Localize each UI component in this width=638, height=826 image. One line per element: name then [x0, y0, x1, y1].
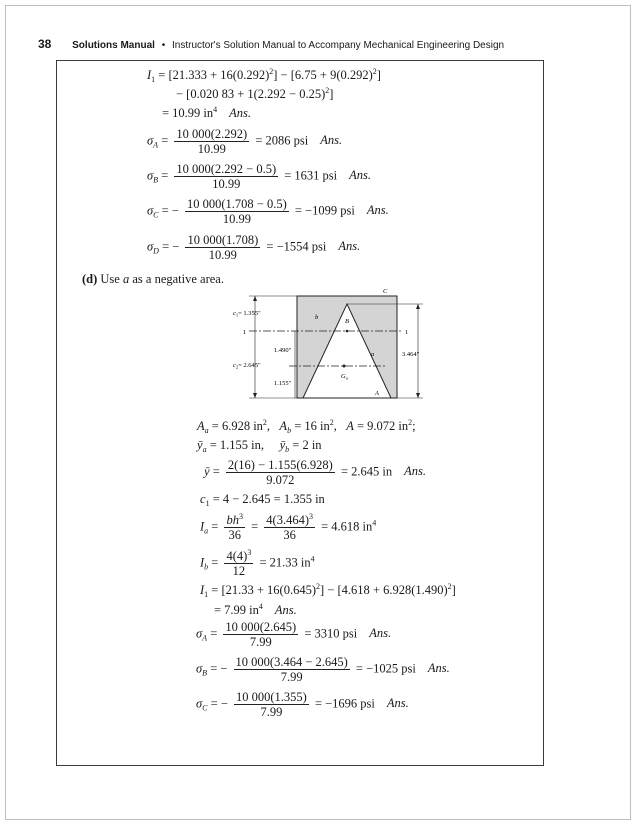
eq-sigma-b: $\sigma_B$ = $\frac{10 000(2.292 - 0.5)}{10.99}$ = 1631 psi Ans.: [147, 162, 372, 191]
eq-i1-res: = 7.99 $in^4$ Ans.: [214, 602, 297, 617]
eq-sigma-c: $\sigma_C$ = − $\frac{10 000(1.708 - 0.5)}{10.99}$ = −1099 psi Ans.: [147, 197, 389, 226]
label-point-a: A: [375, 390, 379, 397]
label-centroid-ga: $G_a$: [341, 373, 348, 381]
eq-c1: $c_1 = 4 - 2.645 = 1.355$ in: [200, 492, 325, 508]
eq-sigma-a: $\sigma_A$ = $\frac{10 000(2.292)}{10.99}$ = 2086 psi Ans.: [147, 127, 343, 156]
eq-i1-line1: $I_1 = [21.333 + 16(0.292)^2] - [6.75 + 9(0.292)^2]$: [147, 67, 381, 84]
label-region-b: b: [315, 314, 319, 321]
label-c1: $c_1= 1.355$": [233, 310, 261, 318]
eq-ybar: ȳ = $\frac{2(16) - 1.155(6.928)}{9.072}$ = 2.645 in Ans.: [204, 458, 426, 487]
part-d-heading: (d) Use a as a negative area.: [82, 272, 224, 286]
eq-sigma-c-bottom: $\sigma_C$ = − $\frac{10 000(1.355)}{7.99}$ = −1696 psi Ans.: [196, 690, 409, 719]
eq-i1-line: $I_1 = [21.33 + 16(0.645)^2] - [4.618 + 6.928(1.490)^2]$: [200, 582, 456, 599]
eq-i1-line2: − [0.020 $83 + 1(2.292 - 0.25)^2$]: [176, 86, 334, 101]
header-subtitle: Instructor's Solution Manual to Accompany Mechanical Engineering Design: [172, 40, 505, 51]
cross-section-figure: [225, 285, 440, 405]
dim-1490: 1.490": [274, 347, 292, 354]
label-point-b: B: [345, 318, 349, 325]
eq-ib: $I_b$ = $\frac{4(4)^3}{12}$ = 21.33 $in^4$: [200, 548, 315, 578]
page-header: [38, 37, 504, 51]
page-number: 38: [38, 37, 52, 51]
label-axis-1-right: 1: [405, 329, 409, 336]
label-point-c: C: [383, 288, 388, 295]
label-c2: $c_2= 2.645$": [233, 362, 261, 370]
manual-label: Solutions Manual: [72, 40, 155, 51]
dim-1155: 1.155": [274, 380, 292, 387]
header-bullet: •: [161, 40, 166, 51]
eq-ybar-components: $ȳ_a = 1.155$ in, $ȳ_b = 2$ in: [197, 438, 322, 454]
label-region-a: a: [371, 351, 375, 358]
eq-sigma-a-bottom: $\sigma_A$ = $\frac{10 000(2.645)}{7.99}$ = 3310 psi Ans.: [196, 620, 392, 649]
eq-sigma-d: $\sigma_D$ = − $\frac{10 000(1.708)}{10.99}$ = −1554 psi Ans.: [147, 233, 361, 262]
eq-i1-result: = 10.99 $in^4$ Ans.: [162, 105, 252, 120]
eq-sigma-b-bottom: $\sigma_B$ = − $\frac{10 000(3.464 - 2.645)}{7.99}$ = −1025 psi Ans.: [196, 655, 450, 684]
dim-3464: 3.464": [402, 351, 420, 358]
label-axis-1-left: 1: [243, 329, 247, 336]
eq-areas: $A_a = 6.928$ $in^2$, $A_b = 16$ $in^2$, A = 9.072 $in^2$;: [197, 418, 416, 435]
eq-ia: $I_a$ = $\frac{bh^3}{36}$ = $\frac{4(3.464)^3}{36}$ = 4.618 $in^4$: [200, 512, 377, 542]
